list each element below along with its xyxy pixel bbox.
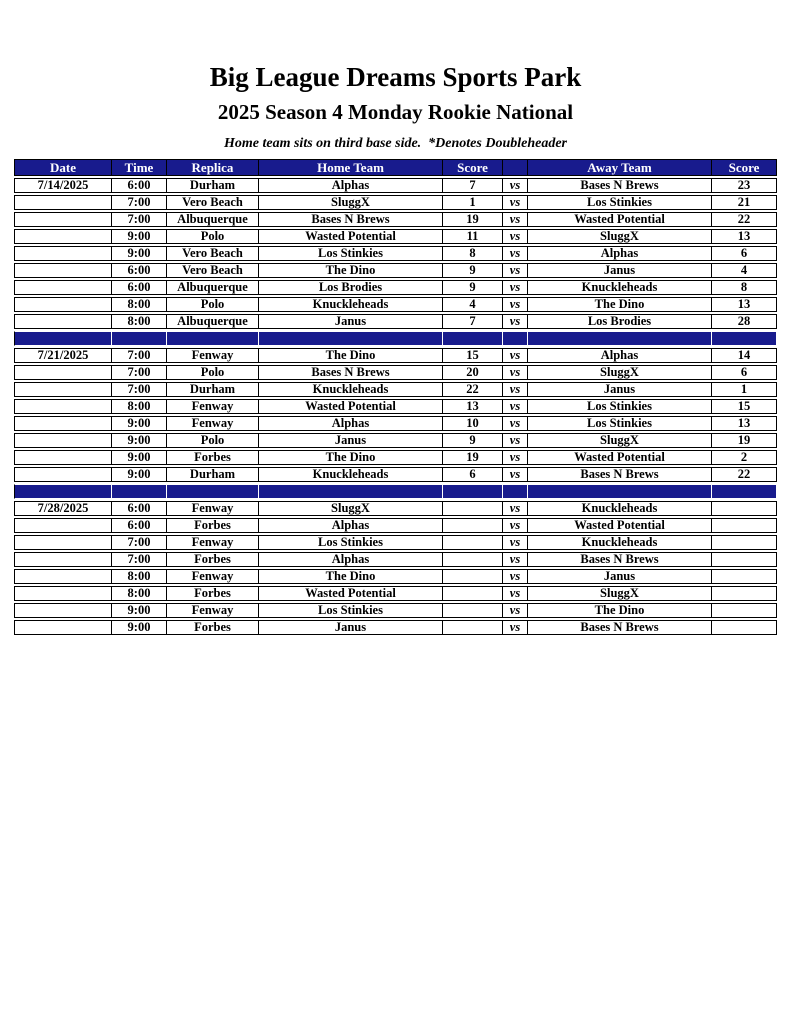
header-date: Date xyxy=(14,159,112,176)
replica-cell: Vero Beach xyxy=(167,263,259,278)
game-row xyxy=(14,178,777,193)
separator-cell xyxy=(112,331,167,346)
page-subtitle: 2025 Season 4 Monday Rookie National xyxy=(217,100,574,124)
date-cell xyxy=(14,212,112,227)
replica-cell: Forbes xyxy=(167,450,259,465)
date-cell xyxy=(14,314,112,329)
home-score-cell: 19 xyxy=(443,450,503,465)
separator-cell xyxy=(14,484,112,499)
replica-cell: Vero Beach xyxy=(167,195,259,210)
home-team-cell: Wasted Potential xyxy=(259,586,443,601)
away-score-cell xyxy=(712,552,777,567)
time-cell: 9:00 xyxy=(112,467,167,482)
home-score-cell: 22 xyxy=(443,382,503,397)
date-cell xyxy=(14,195,112,210)
vs-cell: vs xyxy=(503,433,528,448)
home-team-cell: Wasted Potential xyxy=(259,399,443,414)
away-team-cell: Los Brodies xyxy=(528,314,712,329)
home-score-cell: 1 xyxy=(443,195,503,210)
separator-cell xyxy=(712,484,777,499)
time-cell: 9:00 xyxy=(112,603,167,618)
game-row xyxy=(14,195,777,210)
away-score-cell xyxy=(712,586,777,601)
date-cell xyxy=(14,552,112,567)
away-team-cell: Janus xyxy=(528,263,712,278)
vs-cell: vs xyxy=(503,535,528,550)
home-score-cell xyxy=(443,569,503,584)
date-cell xyxy=(14,297,112,312)
home-score-cell: 19 xyxy=(443,212,503,227)
vs-cell: vs xyxy=(503,603,528,618)
vs-cell: vs xyxy=(503,620,528,635)
game-row xyxy=(14,314,777,329)
away-score-cell xyxy=(712,603,777,618)
game-row xyxy=(14,501,777,516)
away-score-cell xyxy=(712,620,777,635)
home-score-cell: 8 xyxy=(443,246,503,261)
away-score-cell: 19 xyxy=(712,433,777,448)
date-cell xyxy=(14,280,112,295)
replica-cell: Forbes xyxy=(167,620,259,635)
replica-cell: Fenway xyxy=(167,348,259,363)
away-team-cell: Wasted Potential xyxy=(528,212,712,227)
home-team-cell: Los Stinkies xyxy=(259,246,443,261)
home-team-cell: Bases N Brews xyxy=(259,365,443,380)
home-score-cell: 6 xyxy=(443,467,503,482)
away-team-cell: SluggX xyxy=(528,586,712,601)
home-score-cell xyxy=(443,603,503,618)
game-row xyxy=(14,603,777,618)
vs-cell: vs xyxy=(503,365,528,380)
home-team-cell: The Dino xyxy=(259,569,443,584)
replica-cell: Albuquerque xyxy=(167,280,259,295)
away-team-cell: Alphas xyxy=(528,348,712,363)
date-cell xyxy=(14,620,112,635)
game-row xyxy=(14,450,777,465)
header-time: Time xyxy=(112,159,167,176)
replica-cell: Albuquerque xyxy=(167,314,259,329)
vs-cell: vs xyxy=(503,399,528,414)
home-team-cell: Los Stinkies xyxy=(259,535,443,550)
away-team-cell: SluggX xyxy=(528,433,712,448)
away-score-cell: 22 xyxy=(712,212,777,227)
home-team-cell: Janus xyxy=(259,314,443,329)
replica-cell: Durham xyxy=(167,178,259,193)
home-score-cell: 9 xyxy=(443,433,503,448)
home-score-cell xyxy=(443,586,503,601)
home-score-cell xyxy=(443,552,503,567)
vs-cell: vs xyxy=(503,314,528,329)
away-score-cell: 6 xyxy=(712,246,777,261)
vs-cell: vs xyxy=(503,586,528,601)
header-home-team: Home Team xyxy=(259,159,443,176)
replica-cell: Durham xyxy=(167,382,259,397)
game-row xyxy=(14,280,777,295)
separator-cell xyxy=(167,331,259,346)
time-cell: 7:00 xyxy=(112,212,167,227)
time-cell: 9:00 xyxy=(112,450,167,465)
vs-cell: vs xyxy=(503,195,528,210)
vs-cell: vs xyxy=(503,501,528,516)
date-cell xyxy=(14,535,112,550)
game-row xyxy=(14,433,777,448)
away-team-cell: Knuckleheads xyxy=(528,501,712,516)
time-cell: 9:00 xyxy=(112,246,167,261)
game-row xyxy=(14,620,777,635)
date-cell xyxy=(14,433,112,448)
separator-cell xyxy=(112,484,167,499)
home-score-cell: 15 xyxy=(443,348,503,363)
game-row xyxy=(14,399,777,414)
away-score-cell: 4 xyxy=(712,263,777,278)
away-score-cell xyxy=(712,518,777,533)
vs-cell: vs xyxy=(503,552,528,567)
replica-cell: Fenway xyxy=(167,569,259,584)
replica-cell: Polo xyxy=(167,365,259,380)
date-cell: 7/14/2025 xyxy=(14,178,112,193)
home-team-cell: Los Brodies xyxy=(259,280,443,295)
vs-cell: vs xyxy=(503,229,528,244)
page-title: Big League Dreams Sports Park xyxy=(209,62,582,92)
away-score-cell: 6 xyxy=(712,365,777,380)
separator-cell xyxy=(528,331,712,346)
home-score-cell xyxy=(443,535,503,550)
time-cell: 9:00 xyxy=(112,620,167,635)
time-cell: 6:00 xyxy=(112,178,167,193)
vs-cell: vs xyxy=(503,263,528,278)
separator-cell xyxy=(14,331,112,346)
time-cell: 8:00 xyxy=(112,586,167,601)
home-team-cell: Wasted Potential xyxy=(259,229,443,244)
schedule-table-body xyxy=(14,178,777,635)
replica-cell: Fenway xyxy=(167,535,259,550)
date-cell xyxy=(14,603,112,618)
home-team-cell: Janus xyxy=(259,620,443,635)
away-score-cell xyxy=(712,535,777,550)
game-row xyxy=(14,297,777,312)
replica-cell: Polo xyxy=(167,433,259,448)
time-cell: 9:00 xyxy=(112,433,167,448)
time-cell: 6:00 xyxy=(112,280,167,295)
time-cell: 7:00 xyxy=(112,382,167,397)
vs-cell: vs xyxy=(503,280,528,295)
home-team-cell: Knuckleheads xyxy=(259,297,443,312)
home-score-cell: 11 xyxy=(443,229,503,244)
date-cell xyxy=(14,586,112,601)
vs-cell: vs xyxy=(503,212,528,227)
away-team-cell: Janus xyxy=(528,569,712,584)
home-team-cell: Janus xyxy=(259,433,443,448)
date-cell xyxy=(14,399,112,414)
home-team-cell: Knuckleheads xyxy=(259,382,443,397)
home-team-cell: Alphas xyxy=(259,552,443,567)
replica-cell: Forbes xyxy=(167,552,259,567)
page-note: Home team sits on third base side. *Denotes Doubleheader xyxy=(224,136,567,151)
home-score-cell: 7 xyxy=(443,314,503,329)
time-cell: 7:00 xyxy=(112,552,167,567)
separator-cell xyxy=(712,331,777,346)
replica-cell: Vero Beach xyxy=(167,246,259,261)
date-cell xyxy=(14,416,112,431)
date-cell xyxy=(14,467,112,482)
away-score-cell: 22 xyxy=(712,467,777,482)
replica-cell: Forbes xyxy=(167,586,259,601)
away-team-cell: SluggX xyxy=(528,229,712,244)
time-cell: 6:00 xyxy=(112,501,167,516)
date-cell xyxy=(14,365,112,380)
away-team-cell: The Dino xyxy=(528,297,712,312)
home-team-cell: The Dino xyxy=(259,348,443,363)
game-row xyxy=(14,229,777,244)
replica-cell: Albuquerque xyxy=(167,212,259,227)
table-header-row xyxy=(14,159,777,176)
away-score-cell xyxy=(712,569,777,584)
home-score-cell: 9 xyxy=(443,280,503,295)
time-cell: 7:00 xyxy=(112,348,167,363)
away-team-cell: The Dino xyxy=(528,603,712,618)
away-team-cell: Knuckleheads xyxy=(528,280,712,295)
separator-cell xyxy=(528,484,712,499)
replica-cell: Polo xyxy=(167,297,259,312)
home-team-cell: Alphas xyxy=(259,178,443,193)
away-score-cell: 8 xyxy=(712,280,777,295)
home-team-cell: Alphas xyxy=(259,416,443,431)
header-vs xyxy=(503,159,528,176)
game-row xyxy=(14,535,777,550)
replica-cell: Forbes xyxy=(167,518,259,533)
date-cell xyxy=(14,450,112,465)
away-score-cell: 13 xyxy=(712,229,777,244)
game-row xyxy=(14,518,777,533)
vs-cell: vs xyxy=(503,297,528,312)
header-home-score: Score xyxy=(443,159,503,176)
game-row xyxy=(14,212,777,227)
time-cell: 9:00 xyxy=(112,229,167,244)
home-score-cell: 9 xyxy=(443,263,503,278)
header-away-team: Away Team xyxy=(528,159,712,176)
separator-cell xyxy=(443,331,503,346)
home-score-cell: 7 xyxy=(443,178,503,193)
away-score-cell: 21 xyxy=(712,195,777,210)
away-score-cell: 2 xyxy=(712,450,777,465)
game-row xyxy=(14,586,777,601)
date-cell xyxy=(14,246,112,261)
away-team-cell: Wasted Potential xyxy=(528,450,712,465)
away-score-cell: 14 xyxy=(712,348,777,363)
home-score-cell: 10 xyxy=(443,416,503,431)
home-team-cell: Knuckleheads xyxy=(259,467,443,482)
separator-cell xyxy=(259,484,443,499)
away-team-cell: Janus xyxy=(528,382,712,397)
separator-cell xyxy=(443,484,503,499)
home-score-cell xyxy=(443,620,503,635)
home-team-cell: Bases N Brews xyxy=(259,212,443,227)
away-score-cell xyxy=(712,501,777,516)
separator-cell xyxy=(259,331,443,346)
away-team-cell: Los Stinkies xyxy=(528,195,712,210)
separator-row xyxy=(14,484,777,499)
vs-cell: vs xyxy=(503,518,528,533)
away-team-cell: Bases N Brews xyxy=(528,467,712,482)
away-score-cell: 1 xyxy=(712,382,777,397)
separator-cell xyxy=(503,331,528,346)
game-row xyxy=(14,416,777,431)
date-cell: 7/21/2025 xyxy=(14,348,112,363)
time-cell: 6:00 xyxy=(112,263,167,278)
home-team-cell: Alphas xyxy=(259,518,443,533)
home-team-cell: The Dino xyxy=(259,450,443,465)
away-score-cell: 23 xyxy=(712,178,777,193)
vs-cell: vs xyxy=(503,467,528,482)
home-score-cell: 13 xyxy=(443,399,503,414)
game-row xyxy=(14,348,777,363)
game-row xyxy=(14,263,777,278)
separator-row xyxy=(14,331,777,346)
away-team-cell: Alphas xyxy=(528,246,712,261)
home-score-cell xyxy=(443,501,503,516)
vs-cell: vs xyxy=(503,246,528,261)
date-cell: 7/28/2025 xyxy=(14,501,112,516)
home-team-cell: SluggX xyxy=(259,501,443,516)
date-cell xyxy=(14,518,112,533)
away-team-cell: SluggX xyxy=(528,365,712,380)
separator-cell xyxy=(503,484,528,499)
vs-cell: vs xyxy=(503,348,528,363)
time-cell: 8:00 xyxy=(112,314,167,329)
game-row xyxy=(14,569,777,584)
time-cell: 8:00 xyxy=(112,297,167,312)
away-team-cell: Bases N Brews xyxy=(528,178,712,193)
home-score-cell xyxy=(443,518,503,533)
time-cell: 6:00 xyxy=(112,518,167,533)
time-cell: 8:00 xyxy=(112,399,167,414)
away-team-cell: Bases N Brews xyxy=(528,620,712,635)
date-cell xyxy=(14,229,112,244)
replica-cell: Durham xyxy=(167,467,259,482)
vs-cell: vs xyxy=(503,450,528,465)
schedule-table xyxy=(14,157,777,637)
vs-cell: vs xyxy=(503,569,528,584)
time-cell: 7:00 xyxy=(112,535,167,550)
game-row xyxy=(14,382,777,397)
time-cell: 8:00 xyxy=(112,569,167,584)
date-cell xyxy=(14,569,112,584)
header-replica: Replica xyxy=(167,159,259,176)
home-team-cell: SluggX xyxy=(259,195,443,210)
away-team-cell: Knuckleheads xyxy=(528,535,712,550)
game-row xyxy=(14,467,777,482)
vs-cell: vs xyxy=(503,416,528,431)
time-cell: 7:00 xyxy=(112,195,167,210)
away-team-cell: Wasted Potential xyxy=(528,518,712,533)
header-away-score: Score xyxy=(712,159,777,176)
home-score-cell: 4 xyxy=(443,297,503,312)
time-cell: 7:00 xyxy=(112,365,167,380)
home-team-cell: The Dino xyxy=(259,263,443,278)
vs-cell: vs xyxy=(503,178,528,193)
away-score-cell: 15 xyxy=(712,399,777,414)
game-row xyxy=(14,246,777,261)
away-team-cell: Bases N Brews xyxy=(528,552,712,567)
replica-cell: Fenway xyxy=(167,603,259,618)
time-cell: 9:00 xyxy=(112,416,167,431)
game-row xyxy=(14,552,777,567)
replica-cell: Fenway xyxy=(167,399,259,414)
home-team-cell: Los Stinkies xyxy=(259,603,443,618)
date-cell xyxy=(14,263,112,278)
replica-cell: Polo xyxy=(167,229,259,244)
replica-cell: Fenway xyxy=(167,501,259,516)
away-team-cell: Los Stinkies xyxy=(528,416,712,431)
away-team-cell: Los Stinkies xyxy=(528,399,712,414)
separator-cell xyxy=(167,484,259,499)
date-cell xyxy=(14,382,112,397)
away-score-cell: 28 xyxy=(712,314,777,329)
game-row xyxy=(14,365,777,380)
away-score-cell: 13 xyxy=(712,416,777,431)
replica-cell: Fenway xyxy=(167,416,259,431)
away-score-cell: 13 xyxy=(712,297,777,312)
vs-cell: vs xyxy=(503,382,528,397)
home-score-cell: 20 xyxy=(443,365,503,380)
